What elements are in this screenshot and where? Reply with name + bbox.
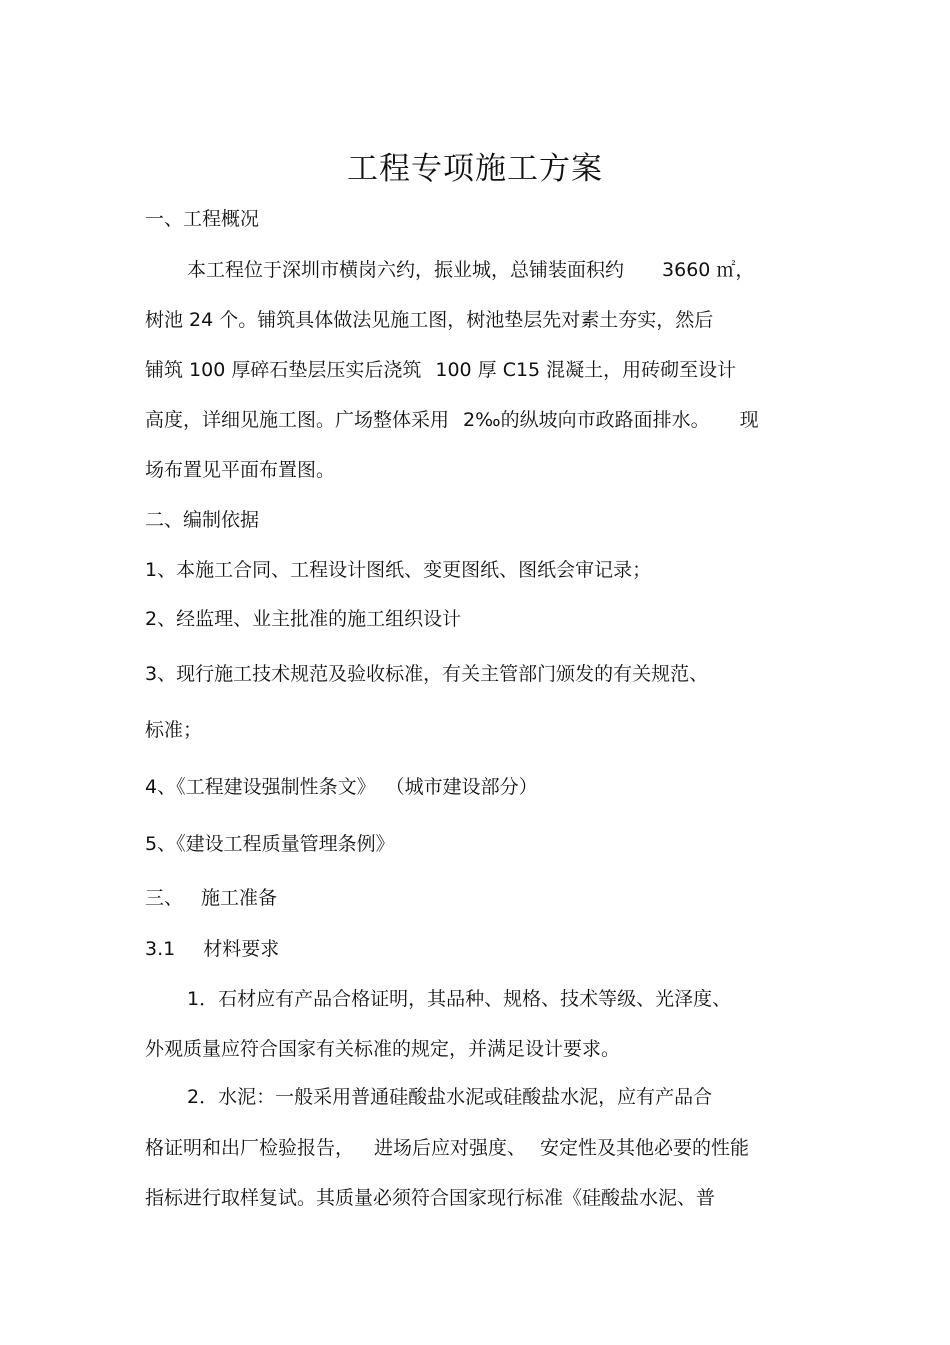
section-1-para-line-1-text: 本工程位于深圳市横岗六约，振业城，总铺装面积约 xyxy=(187,259,625,281)
basis-item-3-line-1: 3、现行施工技术规范及验收标准，有关主管部门颁发的有关规范、 xyxy=(145,663,709,685)
material-item-1-line-2: 外观质量应符合国家有关标准的规定，并满足设计要求。 xyxy=(145,1038,621,1060)
section-1-para-line-1 xyxy=(187,258,754,282)
section-1-para-line-4 xyxy=(145,408,759,432)
section-2-heading: 二、编制依据 xyxy=(145,509,260,531)
section-1-heading: 一、工程概况 xyxy=(145,208,260,230)
basis-item-4-title: 4、《工程建设强制性条文》 xyxy=(145,776,376,798)
material-item-2-line-3: 指标进行取样复试。其质量必须符合国家现行标准《硅酸盐水泥、普 xyxy=(145,1187,716,1209)
section-1-para-line-4-text-b: 2‰的纵坡向市政路面排水。 xyxy=(463,409,710,431)
subsection-number: 3.1 xyxy=(145,938,176,960)
material-item-2-line-1: 2．水泥：一般采用普通硅酸盐水泥或硅酸盐水泥，应有产品合 xyxy=(187,1086,713,1108)
material-item-2-line-2-text-c: 安定性及其他必要的性能 xyxy=(540,1137,750,1159)
section-1-para-line-3-text-a: 铺筑 100 厚碎石垫层压实后浇筑 xyxy=(145,359,422,381)
subsection-3-1-heading xyxy=(145,937,279,961)
section-3-heading-number: 三、 xyxy=(145,887,184,909)
basis-item-3-line-2: 标准； xyxy=(145,719,203,741)
basis-item-4-note: （城市建设部分） xyxy=(385,776,538,798)
section-1-para-line-5: 场布置见平面布置图。 xyxy=(145,459,336,481)
basis-item-4 xyxy=(145,775,538,799)
basis-item-5: 5、《建设工程质量管理条例》 xyxy=(145,833,395,855)
section-1-para-line-3-text-b: 100 厚 C15 混凝土，用砖砌至设计 xyxy=(435,359,737,381)
section-1-para-line-4-text-a: 高度，详细见施工图。广场整体采用 xyxy=(145,409,450,431)
section-1-para-line-2: 树池 24 个。铺筑具体做法见施工图，树池垫层先对素土夯实，然后 xyxy=(145,309,714,331)
material-item-1-line-1: 1．石材应有产品合格证明，其品种、规格、技术等级、光泽度、 xyxy=(187,988,732,1010)
section-3-heading xyxy=(145,886,277,910)
section-3-heading-text: 施工准备 xyxy=(201,887,278,909)
material-item-2-line-2 xyxy=(145,1136,749,1160)
section-1-para-line-4-text-c: 现 xyxy=(739,409,759,431)
basis-item-2: 2、经监理、业主批准的施工组织设计 xyxy=(145,608,462,630)
subsection-title: 材料要求 xyxy=(203,938,280,960)
section-1-para-line-3 xyxy=(145,358,736,382)
document-title: 工程专项施工方案 xyxy=(347,151,603,187)
material-item-2-line-2-text-b: 进场后应对强度、 xyxy=(374,1137,527,1159)
basis-item-1: 1、本施工合同、工程设计图纸、变更图纸、图纸会审记录； xyxy=(145,559,652,581)
material-item-2-line-2-text-a: 格证明和出厂检验报告， xyxy=(145,1137,355,1159)
total-area-value: 3660 ㎡， xyxy=(662,259,755,281)
